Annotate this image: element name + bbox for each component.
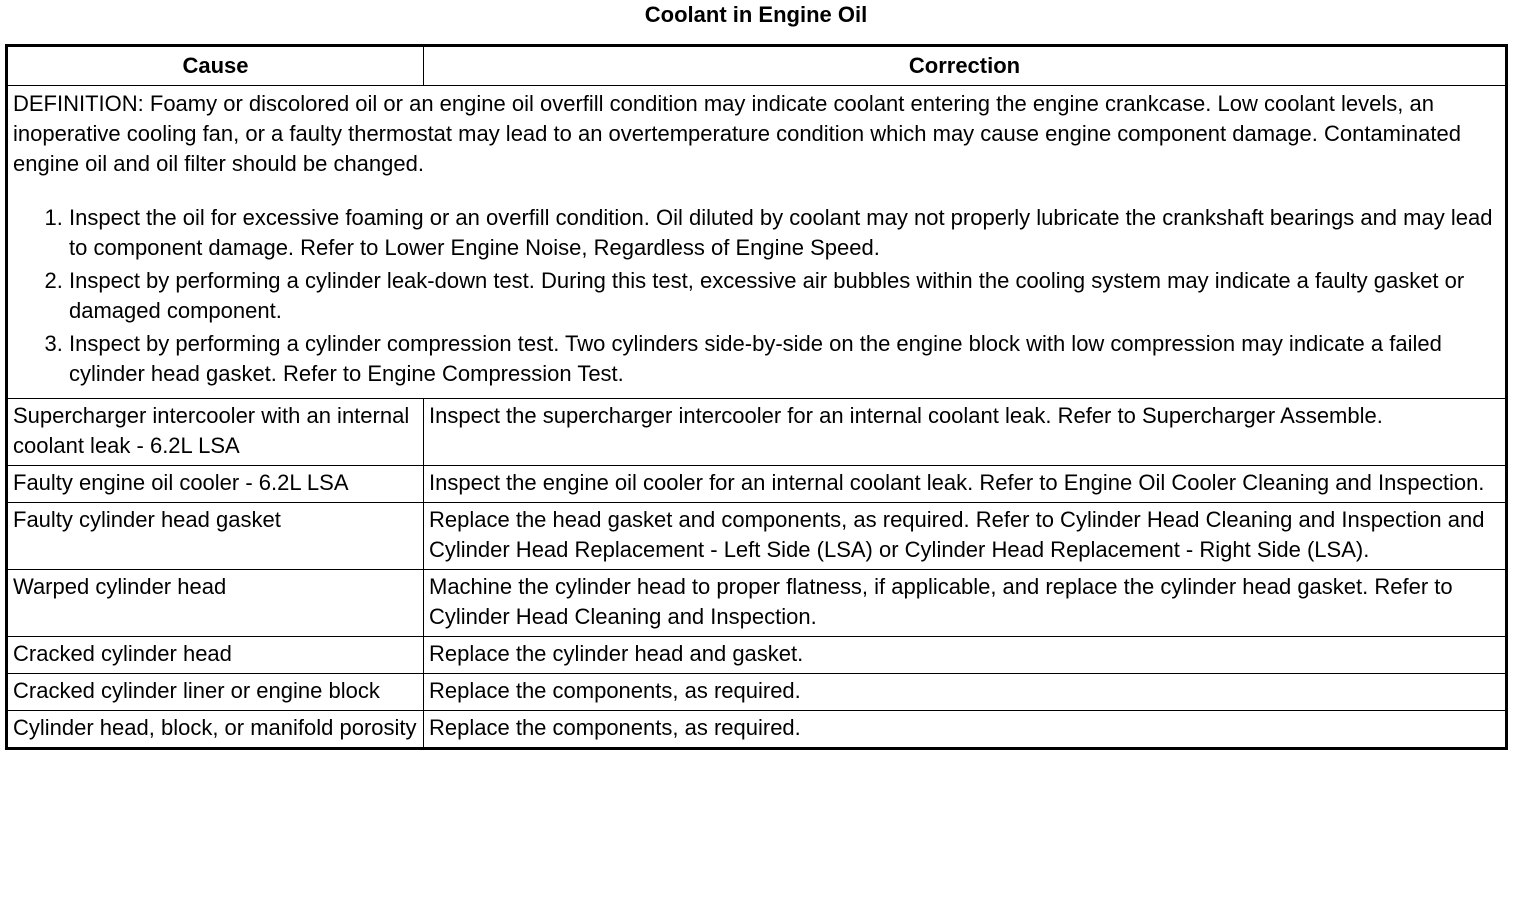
correction-cell: Replace the components, as required. [424,674,1507,711]
cause-cell: Faulty engine oil cooler - 6.2L LSA [7,466,424,503]
definition-text: DEFINITION: Foamy or discolored oil or an engine oil overfill condition may indicate coolant entering the engine crankcase. Low coolant levels, an inoperative cooling fan, or a faulty thermostat may lead to an overtemperature condition which may cause engine component damage. Contaminated engine oil and oil filter should be changed. [13,91,1461,176]
table-header-row [7,46,1507,86]
table-row [7,570,1507,637]
definition-cell [7,86,1507,399]
table-row [7,674,1507,711]
cause-column-header: Cause [7,46,424,86]
table-row [7,503,1507,570]
correction-cell: Replace the cylinder head and gasket. [424,637,1507,674]
cause-cell: Faulty cylinder head gasket [7,503,424,570]
cause-cell: Supercharger intercooler with an internal coolant leak - 6.2L LSA [7,399,424,466]
correction-cell: Inspect the supercharger intercooler for an internal coolant leak. Refer to Supercharger Assemble. [424,399,1507,466]
inspection-step: 3. Inspect by performing a cylinder compression test. Two cylinders side-by-side on the engine block with low compression may indicate a failed cylinder head gasket. Refer to Engine Compression Test. [69,329,1497,389]
inspection-step: 2. Inspect by performing a cylinder leak-down test. During this test, excessive air bubbles within the cooling system may indicate a faulty gasket or damaged component. [69,266,1497,326]
correction-cell: Machine the cylinder head to proper flatness, if applicable, and replace the cylinder head gasket. Refer to Cylinder Head Cleaning and Inspection. [424,570,1507,637]
table-row [7,637,1507,674]
table-row [7,399,1507,466]
inspection-steps-list [13,203,1497,389]
page-title: Coolant in Engine Oil [644,2,868,27]
definition-row [7,86,1507,399]
cause-correction-table [5,44,1508,750]
correction-cell: Inspect the engine oil cooler for an internal coolant leak. Refer to Engine Oil Cooler Cleaning and Inspection. [424,466,1507,503]
correction-column-header: Correction [424,46,1507,86]
cause-cell: Cylinder head, block, or manifold porosity [7,711,424,749]
table-row [7,466,1507,503]
inspection-step: 1. Inspect the oil for excessive foaming or an overfill condition. Oil diluted by coolant may not properly lubricate the crankshaft bearings and may lead to component damage. Refer to Lower Engine Noise, Regardless of Engine Speed. [69,203,1497,263]
table-row [7,711,1507,749]
correction-cell: Replace the head gasket and components, as required. Refer to Cylinder Head Cleaning and Inspection and Cylinder Head Replacement - Left Side (LSA) or Cylinder Head Replacement - Right Side (LSA). [424,503,1507,570]
cause-cell: Warped cylinder head [7,570,424,637]
cause-cell: Cracked cylinder liner or engine block [7,674,424,711]
correction-cell: Replace the components, as required. [424,711,1507,749]
cause-cell: Cracked cylinder head [7,637,424,674]
